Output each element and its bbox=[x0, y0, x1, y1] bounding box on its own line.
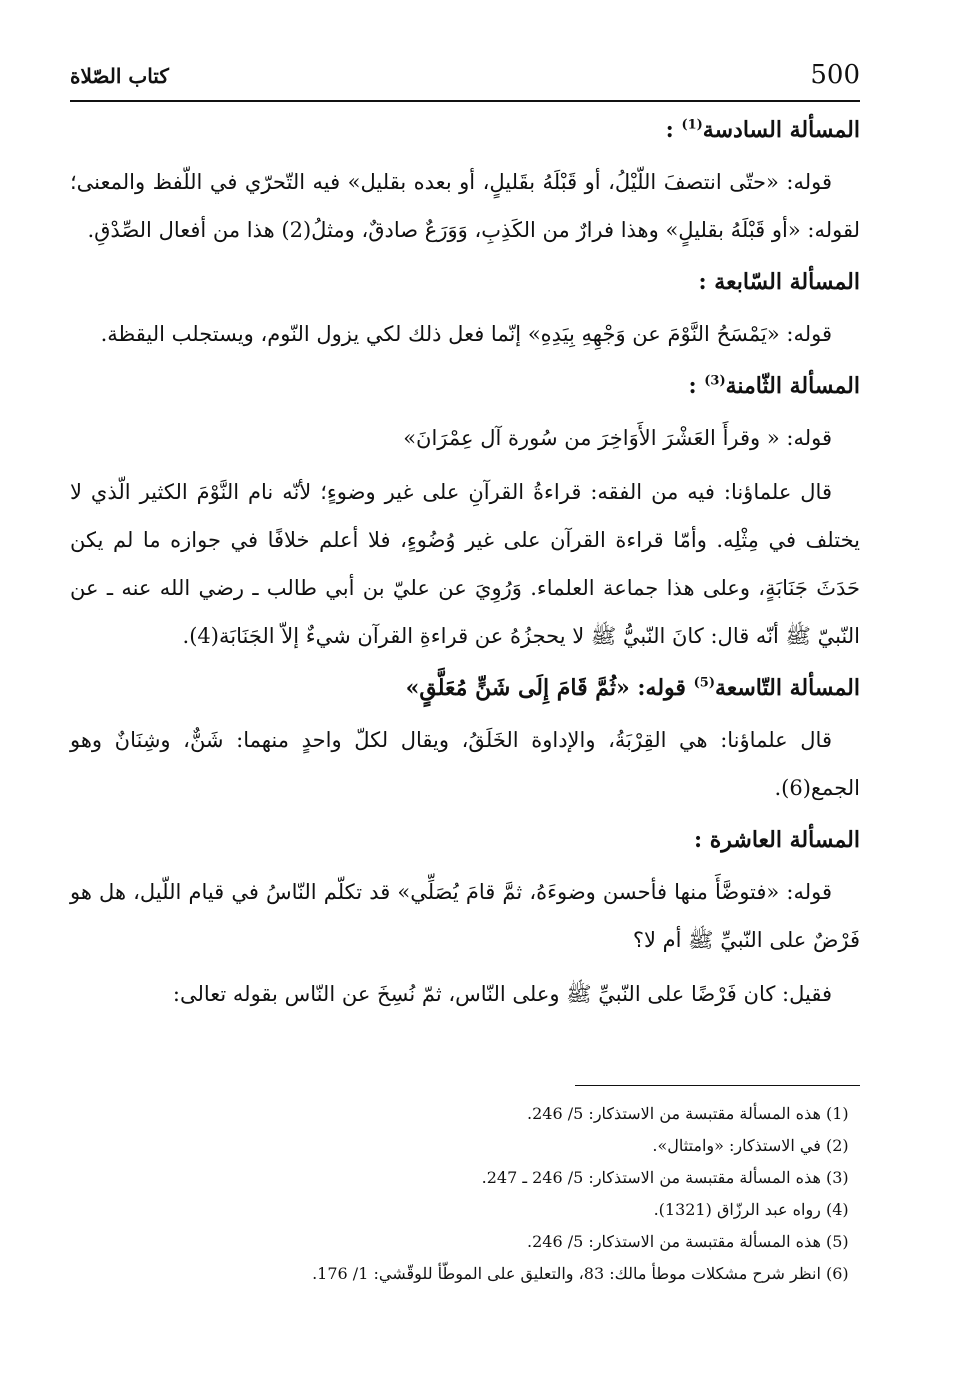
header-rule bbox=[70, 100, 860, 102]
footnote-ref: (5) bbox=[693, 675, 715, 691]
paragraph: فقيل: كان فَرْضًا على النّبيِّ ﷺ وعلى النّاس، ثمّ نُسِخَ عن النّاس بقوله تعالى: bbox=[172, 982, 832, 1006]
paragraph: قوله: «يَمْسَحُ النَّوْمَ عن وَجْهِهِ بِيَدِهِ» إنّما فعل ذلك لكي يزول النّوم، ويستجلب اليقظة. bbox=[100, 322, 832, 346]
section-heading: المسألة السّابعة : bbox=[698, 269, 860, 295]
footnote bbox=[120, 1226, 860, 1258]
section-9 bbox=[70, 666, 860, 812]
running-header bbox=[70, 60, 860, 100]
section-10 bbox=[70, 818, 860, 1018]
main-text bbox=[70, 108, 860, 1024]
section-heading: المسألة العاشرة : bbox=[693, 827, 860, 853]
footnote-number: (3) bbox=[826, 1168, 849, 1187]
section-8 bbox=[70, 364, 860, 660]
footnote-ref: (3) bbox=[704, 373, 726, 389]
footnote-text: هذه المسألة مقتبسة من الاستذكار: 5/ 246. bbox=[527, 1232, 821, 1251]
paragraph: قوله: «حتّى انتصفَ اللّيْلُ، أو قَبْلَهُ بقَليلٍ، أو بعده بقليل» فيه التّحرّي في اللّفظ والمعنى؛ لقوله: «أو قَبْلَهُ بقليلٍ» وهذا فرارٌ من الكَذِبِ، وَوَرَعٌ صادقٌ، ومثلُ(2) هذا من أفعال الصِّدْقِ. bbox=[70, 170, 860, 242]
footnote bbox=[120, 1194, 860, 1226]
footnote-number: (5) bbox=[826, 1232, 849, 1251]
footnote-ref: (1) bbox=[681, 117, 703, 133]
footnote-number: (2) bbox=[826, 1136, 849, 1155]
section-heading: المسألة السادسة$^{(1)}$ : bbox=[665, 117, 860, 143]
section-heading: المسألة التّاسعة$^{(5)}$ قوله: «ثُمَّ قَامَ إِلَى شَنٍّ مُعَلَّقٍ» bbox=[405, 675, 860, 701]
section-heading: المسألة الثّامنة$^{(3)}$ : bbox=[688, 373, 860, 399]
footnote-text: انظر شرح مشكلات موطأ مالك: 83، والتعليق على الموطّأ للوقّشي: 1/ 176. bbox=[312, 1264, 821, 1283]
footnote-text: هذه المسألة مقتبسة من الاستذكار: 5/ 246. bbox=[527, 1104, 821, 1123]
footnote-number: (4) bbox=[826, 1200, 849, 1219]
footnote bbox=[120, 1162, 860, 1194]
section-7 bbox=[70, 260, 860, 358]
chapter-title: كتاب الصّلاة bbox=[70, 64, 169, 88]
footnote-text: رواه عبد الرزّاق (1321). bbox=[653, 1200, 821, 1219]
paragraph: قال علماؤنا: هي القِرْبَةُ، والإداوة الخَلَقُ، ويقال لكلّ واحدٍ منهما: شَنٌّ، وشِنَانٌ وهو الجمع(6). bbox=[70, 728, 860, 800]
footnote-number: (1) bbox=[826, 1104, 849, 1123]
footnote-rule bbox=[575, 1085, 860, 1086]
page-number: 500 bbox=[810, 60, 860, 90]
paragraph: قوله: «فتوضَّأَ منها فأحسن وضوءَهُ، ثمَّ قامَ يُصَلِّي» قد تكلّم النّاسُ في قيام اللّيل، هل هو فَرْضٌ على النّبيِّ ﷺ أم لا؟ bbox=[70, 880, 860, 952]
footnote bbox=[120, 1258, 860, 1290]
footnote-number: (6) bbox=[826, 1264, 849, 1283]
paragraph: قال علماؤنا: فيه من الفقه: قراءةُ القرآنِ على غير وضوءٍ؛ لأنّه نام النَّوْمَ الكثير الّذي لا يختلف في مِثْلِه. وأمّا قراءة القرآن على غير وُضُوءٍ، فلا أعلم خلافًا في جوازه ما لم يكن حَدَثَ جَنَابَةٍ، وعلى هذا جماعة العلماء. وَرُوِيَ عن عليّ بن أبي طالب ـ رضي الله عنه ـ عن النّبيّ ﷺ أنّه قال: كانَ النّبيُّ ﷺ لا يحجزُهُ عن قراءةِ القرآن شيءٌ إلاّ الجَنَابَة(4). bbox=[70, 480, 860, 648]
footnote-text: هذه المسألة مقتبسة من الاستذكار: 5/ 246 ـ 247. bbox=[481, 1168, 821, 1187]
footnote bbox=[120, 1098, 860, 1130]
section-6 bbox=[70, 108, 860, 254]
footnotes bbox=[120, 1098, 860, 1290]
paragraph: قوله: « وقرأَ العَشْرَ الأَوَاخِرَ من سُورة آل عِمْرَانَ» bbox=[403, 426, 832, 450]
footnote-text: في الاستذكار: «وامتثال». bbox=[652, 1136, 821, 1155]
footnote bbox=[120, 1130, 860, 1162]
